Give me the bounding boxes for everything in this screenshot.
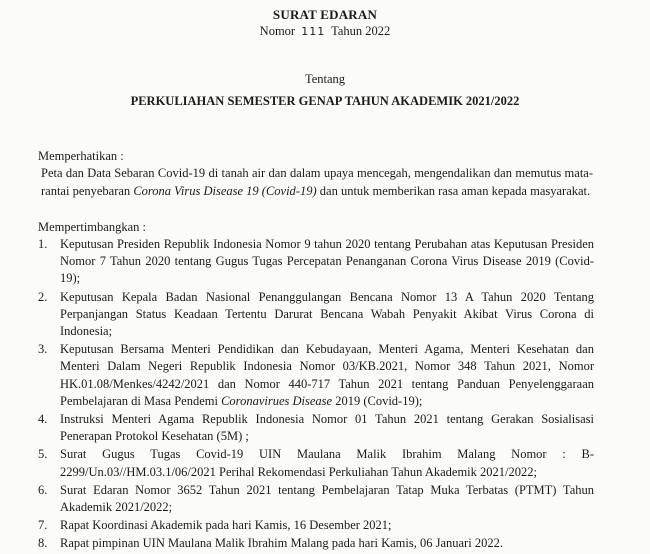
menimbang-list — [38, 236, 594, 554]
list-item-text: Keputusan Kepala Badan Nasional Penanggulangan Bencana Nomor 13 A Tahun 2020 Tentang Perpanjangan Status Keadaan Tertentu Darurat Bencana Wabah Penyakit Akibat Virus Corona di Indonesia; — [60, 289, 594, 339]
document-subject: PERKULIAHAN SEMESTER GENAP TAHUN AKADEMIK 2021/2022 — [130, 94, 520, 108]
list-item-number: 4. — [38, 412, 48, 427]
list-item-text: Surat Gugus Tugas Covid-19 UIN Maulana Malik Ibrahim Malang Nomor : B-2299/Un.03//HM.03.1/06/2021 Perihal Rekomendasi Perkuliahan Tahun Akademik 2021/2022; — [60, 447, 594, 479]
list-item — [38, 446, 594, 480]
memperhatikan-heading: Memperhatikan : — [38, 149, 124, 163]
list-item-number: 6. — [38, 482, 48, 497]
list-item — [38, 482, 594, 516]
list-item — [38, 236, 594, 288]
number-suffix: Tahun 2022 — [331, 24, 391, 38]
memperhatikan-text-2: dan untuk memberikan rasa aman kepada masyarakat. — [316, 183, 591, 198]
list-item-text: Surat Edaran Nomor 3652 Tahun 2021 tentang Pembelajaran Tatap Muka Terbatas (PTMT) Tahun Akademik 2021/2022; — [60, 482, 594, 515]
memperhatikan-text-1: Peta dan Data Sebaran Covid-19 di tanah air dan dalam upaya mencegah, mengendalikan dan memutus mata-rantai penyebaran — [41, 166, 593, 198]
list-item-number: 2. — [38, 289, 48, 304]
handwritten-number: 111 — [301, 25, 326, 38]
tentang-label: Tentang — [304, 72, 346, 86]
document-title: SURAT EDARAN — [272, 7, 378, 22]
list-item-text: Rapat pimpinan UIN Maulana Malik Ibrahim Malang pada hari Kamis, 06 Januari 2022. — [60, 536, 503, 551]
list-item-text: Rapat Koordinasi Akademik pada hari Kamis, 16 Desember 2021; — [60, 518, 392, 533]
list-item — [38, 289, 594, 341]
list-item — [38, 535, 594, 552]
list-item-italic: Coronavirues Disease — [221, 393, 333, 408]
list-item — [38, 411, 594, 445]
document-number — [0, 24, 650, 39]
memperhatikan-paragraph — [41, 165, 593, 200]
list-item-text-tail: 2019 (Covid-19); — [332, 393, 423, 408]
memperhatikan-italic: Corona Virus Disease 19 (Covid-19) — [133, 183, 317, 198]
list-item-number: 5. — [38, 447, 48, 462]
list-item — [38, 517, 594, 534]
list-item-number: 8. — [38, 536, 48, 551]
list-item-text: Keputusan Bersama Menteri Pendidikan dan Kebudayaan, Menteri Agama, Menteri Kesehatan dan Menteri Dalam Negeri Republik Indonesia Nomor 03/KB.2021, Nomor 348 Tahun 2021, Nomor HK.01.08/Menkes/4242/2021 dan Nomor 440-717 Tahun 2021 tentang Panduan Penyelenggaraan Pembelajaran di Masa Pendemi — [60, 342, 594, 408]
number-prefix: Nomor — [259, 24, 296, 38]
list-item-text: Instruksi Menteri Agama Republik Indonesia Nomor 01 Tahun 2021 tentang Gerakan Sosialisasi Penerapan Protokol Kesehatan (5M) ; — [60, 412, 594, 444]
list-item — [38, 341, 594, 410]
list-item-number: 3. — [38, 342, 48, 357]
list-item-number: 7. — [38, 518, 48, 533]
list-item-text: Keputusan Presiden Republik Indonesia Nomor 9 tahun 2020 tentang Perubahan atas Keputusan Presiden Nomor 7 Tahun 2020 tentang Gugus Tugas Percepatan Penanganan Corona Virus Disease 2019 (Covid-19); — [60, 237, 594, 286]
list-item-number: 1. — [38, 237, 48, 251]
menimbang-heading: Mempertimbangkan : — [38, 220, 146, 234]
